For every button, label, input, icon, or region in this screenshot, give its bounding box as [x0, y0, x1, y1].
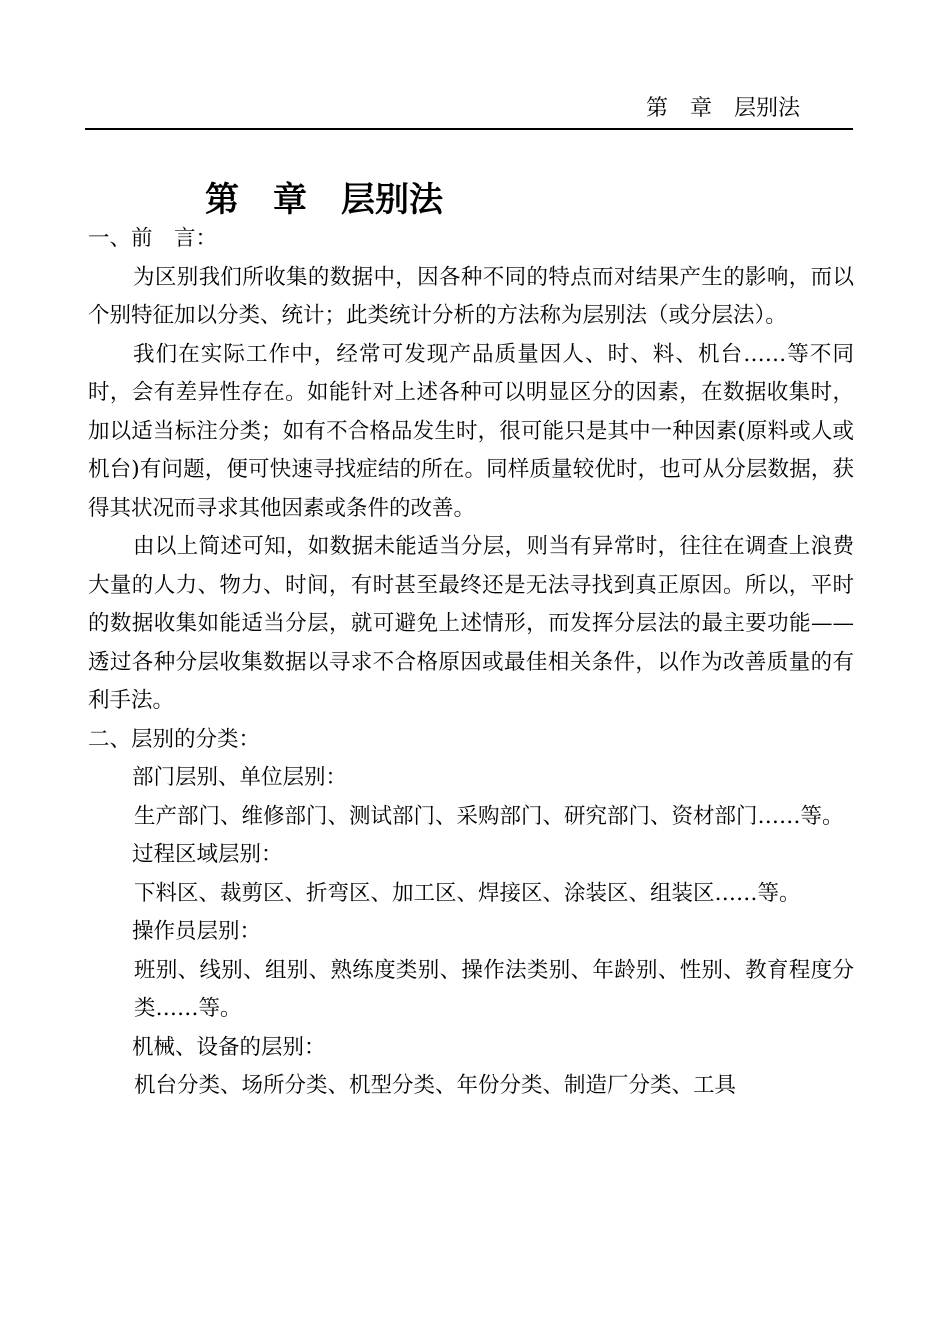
paragraph: 我们在实际工作中，经常可发现产品质量因人、时、料、机台……等不同时，会有差异性存在。如能针对上述各种可以明显区分的因素，在数据收集时，加以适当标注分类；如有不合格品发生时，很可能只是其中一种因素(原料或人或机台)有问题，便可快速寻找症结的所在。同样质量较优时，也可从分层数据，获得其状况而寻求其他因素或条件的改善。 [88, 341, 854, 521]
category-title: 机械、设备的层别： [132, 1034, 326, 1060]
running-header: 第 章 层别法 [645, 96, 800, 121]
paragraph: 为区别我们所收集的数据中，因各种不同的特点而对结果产生的影响，而以个别特征加以分类、统计；此类统计分析的方法称为层别法（或分层法）。 [88, 264, 854, 328]
category-title: 过程区域层别： [132, 842, 283, 867]
category-title: 操作员层别： [132, 919, 262, 944]
category-items: 下料区、裁剪区、折弯区、加工区、焊接区、涂装区、组装区……等。 [134, 880, 801, 906]
section-heading-categories: 二、层别的分类： [88, 726, 261, 752]
category-items: 生产部门、维修部门、测试部门、采购部门、研究部门、资材部门……等。 [134, 803, 844, 829]
chapter-title: 第 章 层别法 [205, 179, 443, 220]
section-heading-preface: 一、前 言： [88, 226, 218, 251]
category-title: 部门层别、单位层别： [132, 765, 348, 790]
header-rule [85, 128, 853, 130]
category-items: 机台分类、场所分类、机型分类、年份分类、制造厂分类、工具 [134, 1073, 737, 1098]
document-body [88, 220, 854, 1106]
paragraph: 由以上简述可知，如数据未能适当分层，则当有异常时，往往在调查上浪费大量的人力、物力、时间，有时甚至最终还是无法寻找到真正原因。所以，平时的数据收集如能适当分层，就可避免上述情形，而发挥分层法的最主要功能——透过各种分层收集数据以寻求不合格原因或最佳相关条件，以作为改善质量的有利手法。 [88, 534, 854, 713]
category-items: 班别、线别、组别、熟练度类别、操作法类别、年龄别、性别、教育程度分类……等。 [134, 957, 854, 1021]
